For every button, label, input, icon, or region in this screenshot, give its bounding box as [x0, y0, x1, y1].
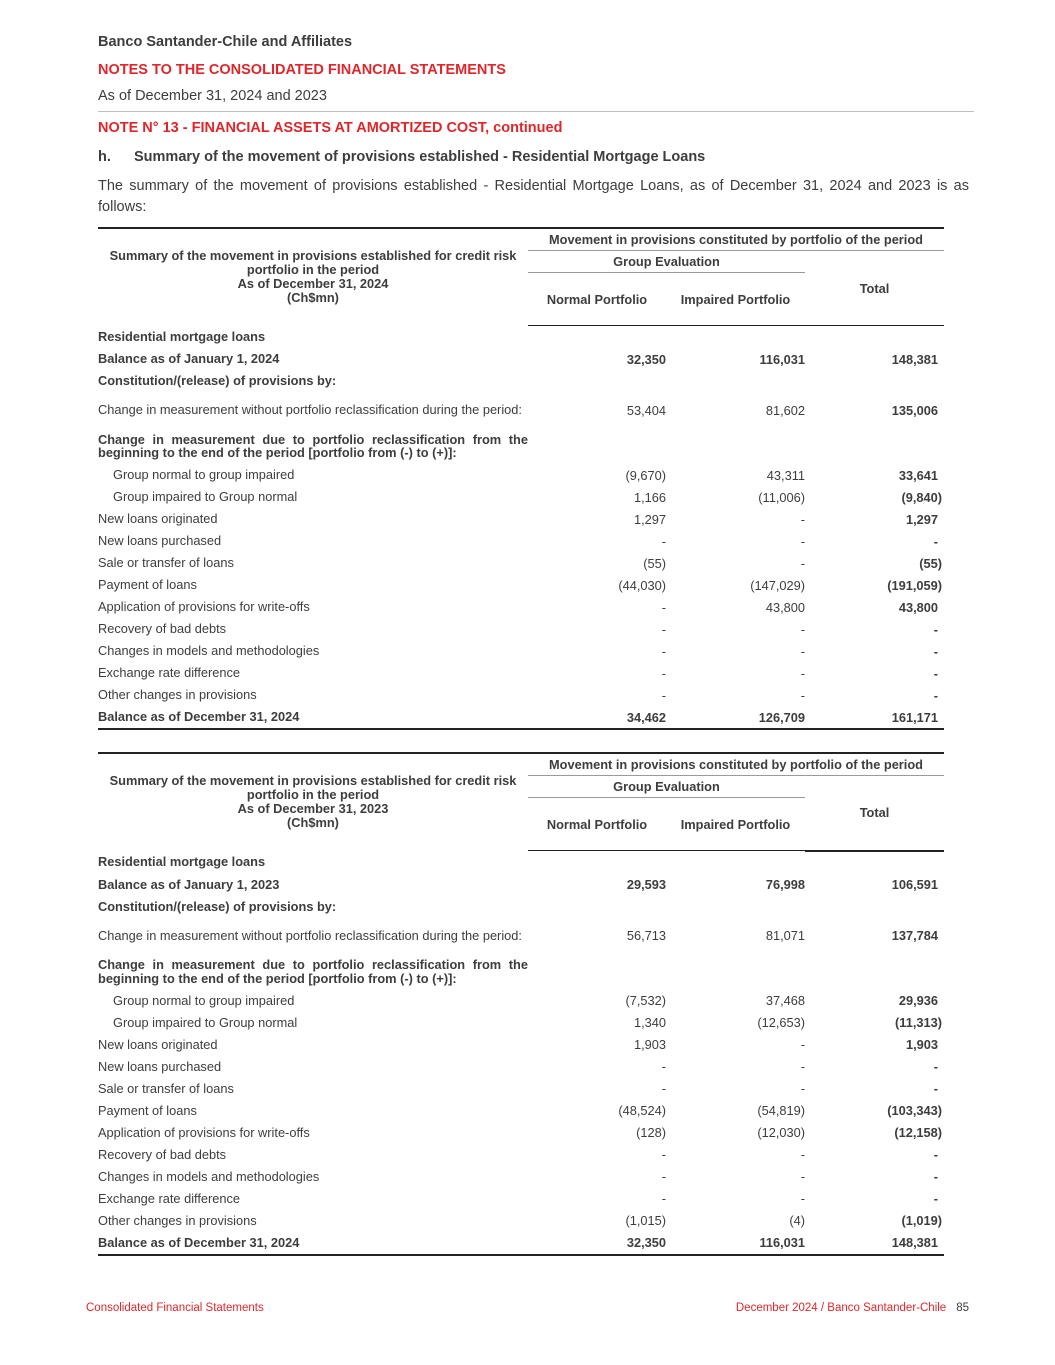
normal-value: - [661, 687, 666, 703]
impaired-value: - [800, 687, 805, 703]
impaired-value: - [800, 1081, 805, 1096]
group-evaluation-header: Group Evaluation [528, 251, 805, 273]
total-value: - [933, 643, 938, 659]
total-value: (11,313) [895, 1015, 942, 1030]
total-value: - [933, 687, 938, 703]
normal-value [528, 370, 666, 392]
impaired-value: - [800, 1147, 805, 1162]
total-value: (1,019) [901, 1213, 942, 1228]
table-row [98, 1210, 944, 1232]
row-label: Recovery of bad debts [98, 1146, 227, 1162]
impaired-value: - [800, 555, 805, 571]
total-value: 148,381 [891, 351, 938, 367]
intro-paragraph: The summary of the movement of provisions established - Residential Mortgage Loans, as of December 31, 2024 and 2023 is as follows: [98, 178, 969, 215]
normal-value: - [661, 1081, 666, 1096]
row-label: Change in measurement without portfolio reclassification during the period: [98, 927, 522, 943]
impaired-value: 43,800 [765, 599, 805, 615]
table-row [98, 574, 944, 596]
row-label: Payment of loans [98, 1102, 197, 1118]
row-label: New loans originated [98, 1036, 218, 1052]
normal-value: - [661, 599, 666, 615]
row-label: Change in measurement due to portfolio reclassification from the beginning to the end of the period [portfolio from (-) to (+)]: [98, 957, 528, 986]
total-value [805, 370, 944, 392]
normal-portfolio-header: Normal Portfolio [528, 798, 666, 851]
normal-value: (48,524) [618, 1103, 666, 1118]
impaired-portfolio-header: Impaired Portfolio [666, 798, 805, 851]
table-title-line3: (Ch$mn) [287, 815, 339, 831]
impaired-value [666, 954, 805, 990]
total-value: - [933, 1191, 938, 1206]
row-label: Change in measurement without portfolio reclassification during the period: [98, 402, 522, 418]
total-header: Total [805, 251, 944, 326]
normal-value: (1,015) [625, 1213, 666, 1228]
impaired-value: - [800, 1037, 805, 1052]
table-row [98, 428, 944, 464]
total-value [805, 896, 944, 918]
impaired-value [666, 428, 805, 464]
normal-value: 32,350 [626, 351, 666, 367]
normal-value: 1,340 [633, 1015, 666, 1030]
table-title-line2: As of December 31, 2023 [237, 801, 389, 817]
table-row [98, 990, 944, 1012]
provisions-table-2023 [98, 752, 944, 1256]
impaired-value: - [800, 1191, 805, 1206]
total-value [805, 326, 944, 349]
table-row [98, 508, 944, 530]
table-title-line1: Summary of the movement in provisions established for credit risk portfolio in the period [109, 248, 517, 278]
table-row [98, 348, 944, 370]
impaired-value: (11,006) [758, 489, 805, 505]
normal-value: 1,166 [633, 489, 666, 505]
impaired-value: 76,998 [765, 877, 805, 892]
total-value: - [933, 1059, 938, 1074]
row-label: Group normal to group impaired [113, 992, 295, 1008]
movement-header: Movement in provisions constituted by portfolio of the period [528, 228, 944, 251]
row-label: Sale or transfer of loans [98, 1080, 234, 1096]
total-value: 33,641 [898, 467, 938, 483]
impaired-value: 81,602 [765, 402, 805, 418]
table-row [98, 1188, 944, 1210]
normal-value: 1,903 [633, 1037, 666, 1052]
normal-value: (44,030) [618, 577, 666, 593]
row-label: Recovery of bad debts [98, 621, 227, 637]
impaired-value: 126,709 [758, 709, 805, 725]
normal-value: 29,593 [626, 877, 666, 892]
table-row [98, 896, 944, 918]
table-row [98, 596, 944, 618]
row-label: Residential mortgage loans [98, 329, 266, 344]
impaired-value: - [800, 1059, 805, 1074]
normal-value: 1,297 [633, 511, 666, 527]
normal-value [528, 851, 666, 874]
impaired-value [666, 851, 805, 874]
table-row [98, 618, 944, 640]
note-title: NOTE N° 13 - FINANCIAL ASSETS AT AMORTIZED COST, continued [98, 120, 563, 136]
total-value: 148,381 [891, 1235, 938, 1250]
total-value [805, 954, 944, 990]
table-row [98, 1034, 944, 1056]
row-label: Balance as of December 31, 2024 [98, 1234, 300, 1250]
row-label: Constitution/(release) of provisions by: [98, 898, 337, 914]
impaired-value: - [800, 1169, 805, 1184]
row-label: Group impaired to Group normal [113, 1014, 298, 1030]
table-row [98, 874, 944, 896]
total-value: 43,800 [898, 599, 938, 615]
normal-value: 53,404 [626, 402, 666, 418]
total-value: 161,171 [891, 709, 938, 725]
table-row [98, 1122, 944, 1144]
table-row [98, 684, 944, 706]
total-value: (191,059) [887, 577, 942, 593]
normal-value: 32,350 [626, 1235, 666, 1250]
total-value: 29,936 [898, 993, 938, 1008]
impaired-value [666, 896, 805, 918]
table-row [98, 552, 944, 574]
section-letter: h. [98, 149, 111, 165]
row-label: New loans purchased [98, 533, 222, 549]
normal-value: - [661, 533, 666, 549]
total-value: - [933, 665, 938, 681]
row-label: Changes in models and methodologies [98, 1168, 320, 1184]
footer-right-text: December 2024 / Banco Santander-Chile [735, 1302, 947, 1314]
table-row [98, 464, 944, 486]
normal-value: - [661, 621, 666, 637]
impaired-value: 37,468 [765, 993, 805, 1008]
total-value: (9,840) [901, 489, 942, 505]
impaired-value: 116,031 [759, 351, 805, 367]
table-row [98, 1100, 944, 1122]
total-value: (12,158) [894, 1125, 942, 1140]
table-row [98, 1012, 944, 1034]
row-label: Change in measurement due to portfolio reclassification from the beginning to the end of the period [portfolio from (-) to (+)]: [98, 431, 528, 460]
total-value: 1,297 [905, 511, 938, 527]
impaired-value: (4) [789, 1213, 805, 1228]
impaired-value: - [800, 643, 805, 659]
table-row [98, 706, 944, 729]
total-value: - [933, 621, 938, 637]
normal-value: - [661, 643, 666, 659]
impaired-value: 43,311 [766, 467, 805, 483]
table-row [98, 1166, 944, 1188]
row-label: New loans originated [98, 511, 218, 527]
impaired-value: - [800, 621, 805, 637]
table-title-line1: Summary of the movement in provisions established for credit risk portfolio in the period [109, 773, 517, 803]
impaired-value: (12,030) [757, 1125, 805, 1140]
impaired-value [666, 370, 805, 392]
table-title-line3: (Ch$mn) [287, 290, 339, 306]
table-row [98, 954, 944, 990]
table-row [98, 370, 944, 392]
total-value: 106,591 [891, 877, 938, 892]
normal-value: (7,532) [625, 993, 666, 1008]
row-label: Residential mortgage loans [98, 854, 266, 870]
normal-value: - [661, 1059, 666, 1074]
impaired-value: - [800, 533, 805, 549]
total-value: - [933, 1169, 938, 1184]
row-label: Balance as of December 31, 2024 [98, 709, 300, 725]
normal-value [528, 896, 666, 918]
as-of-date: As of December 31, 2024 and 2023 [98, 88, 327, 104]
table-row [98, 918, 944, 954]
impaired-value: (12,653) [757, 1015, 805, 1030]
row-label: Group normal to group impaired [113, 467, 295, 483]
row-label: Group impaired to Group normal [113, 489, 298, 505]
row-label: Application of provisions for write-offs [98, 599, 310, 615]
notes-title: NOTES TO THE CONSOLIDATED FINANCIAL STATEMENTS [98, 62, 506, 78]
total-value: (55) [919, 555, 942, 571]
table-row [98, 530, 944, 552]
impaired-value: 81,071 [765, 928, 805, 943]
group-evaluation-header: Group Evaluation [528, 776, 805, 798]
normal-value: - [661, 1169, 666, 1184]
impaired-value: 116,031 [759, 1235, 805, 1250]
company-name: Banco Santander-Chile and Affiliates [98, 34, 353, 50]
row-label: Sale or transfer of loans [98, 555, 234, 571]
table-title [98, 228, 528, 326]
normal-value [528, 326, 666, 349]
table-row [98, 392, 944, 428]
row-label: Other changes in provisions [98, 1212, 257, 1228]
normal-value: (128) [636, 1125, 666, 1140]
table-title [98, 753, 528, 851]
table-title-line2: As of December 31, 2024 [237, 276, 389, 292]
page-number: 85 [956, 1302, 969, 1314]
total-value: - [933, 1081, 938, 1096]
impaired-value [666, 326, 805, 349]
total-value: 1,903 [905, 1037, 938, 1052]
table-row [98, 1056, 944, 1078]
table-row [98, 662, 944, 684]
row-label: New loans purchased [98, 1058, 222, 1074]
table-row [98, 1078, 944, 1100]
footer-left: Consolidated Financial Statements [86, 1302, 264, 1314]
movement-header: Movement in provisions constituted by portfolio of the period [528, 753, 944, 776]
table-row [98, 851, 944, 874]
normal-portfolio-header: Normal Portfolio [528, 273, 666, 326]
normal-value: - [661, 1147, 666, 1162]
total-value [805, 851, 944, 874]
table-row [98, 1144, 944, 1166]
table-row [98, 326, 944, 349]
impaired-value: - [800, 665, 805, 681]
section-title-text: Summary of the movement of provisions established - Residential Mortgage Loans [134, 149, 706, 165]
normal-value: (55) [643, 555, 666, 571]
impaired-value: (147,029) [750, 577, 805, 593]
normal-value: (9,670) [625, 467, 666, 483]
normal-value: 56,713 [626, 928, 666, 943]
total-header: Total [805, 776, 944, 851]
header-divider [98, 111, 974, 112]
row-label: Balance as of January 1, 2023 [98, 876, 280, 892]
footer-right [736, 1302, 969, 1314]
row-label: Application of provisions for write-offs [98, 1124, 310, 1140]
normal-value [528, 954, 666, 990]
provisions-table-2024 [98, 227, 944, 730]
table-row [98, 486, 944, 508]
total-value: - [933, 1147, 938, 1162]
table-row [98, 1232, 944, 1255]
table-body [98, 851, 944, 1255]
total-value: (103,343) [887, 1103, 942, 1118]
total-value: 137,784 [891, 928, 938, 943]
section-title [98, 149, 705, 165]
normal-value: 34,462 [626, 709, 666, 725]
row-label: Balance as of January 1, 2024 [98, 351, 280, 367]
row-label: Other changes in provisions [98, 687, 257, 703]
normal-value [528, 428, 666, 464]
table-body [98, 326, 944, 730]
impaired-value: (54,819) [757, 1103, 805, 1118]
normal-value: - [661, 665, 666, 681]
total-value: 135,006 [891, 402, 938, 418]
table-row [98, 640, 944, 662]
row-label: Changes in models and methodologies [98, 643, 320, 659]
total-value [805, 428, 944, 464]
row-label: Exchange rate difference [98, 665, 241, 681]
row-label: Exchange rate difference [98, 1190, 241, 1206]
normal-value: - [661, 1191, 666, 1206]
impaired-value: - [800, 511, 805, 527]
row-label: Constitution/(release) of provisions by: [98, 373, 337, 389]
total-value: - [933, 533, 938, 549]
row-label: Payment of loans [98, 577, 197, 593]
impaired-portfolio-header: Impaired Portfolio [666, 273, 805, 326]
